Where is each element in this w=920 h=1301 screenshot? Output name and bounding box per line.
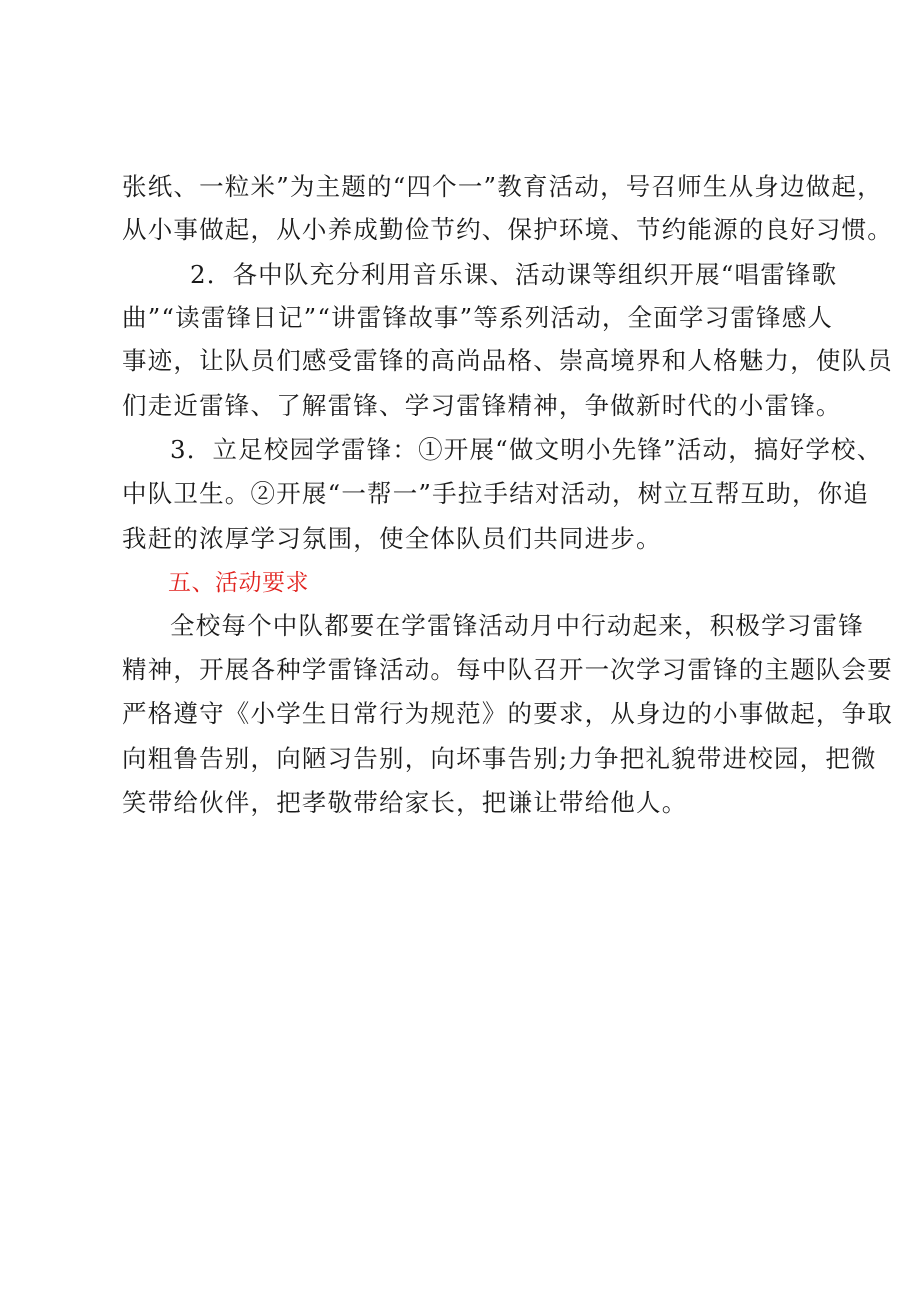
paragraph-line: 向粗鲁告别，向陋习告别，向坏事告别;力争把礼貌带进校园，把微 — [122, 744, 877, 773]
paragraph-line: 中队卫生。②开展“一帮一”手拉手结对活动，树立互帮互助，你追 — [122, 479, 870, 508]
paragraph-line: 笑带给伙伴，把孝敬带给家长，把谦让带给他人。 — [122, 788, 688, 817]
paragraph-line: 全校每个中队都要在学雷锋活动月中行动起来，积极学习雷锋 — [170, 611, 864, 640]
paragraph-line: 3．立足校园学雷锋：①开展“做文明小先锋”活动，搞好学校、 — [170, 435, 883, 464]
paragraph-line: 曲”“读雷锋日记”“讲雷锋故事”等系列活动，全面学习雷锋感人 — [122, 303, 834, 332]
section-heading: 五、活动要求 — [168, 570, 309, 596]
paragraph-line: 精神，开展各种学雷锋活动。每中队召开一次学习雷锋的主题队会要 — [122, 655, 893, 684]
paragraph-line: 事迹，让队员们感受雷锋的高尚品格、崇高境界和人格魅力，使队员 — [122, 346, 893, 375]
paragraph-line: 2．各中队充分利用音乐课、活动课等组织开展“唱雷锋歌 — [190, 260, 838, 289]
paragraph-line: 从小事做起，从小养成勤俭节约、保护环境、节约能源的良好习惯。 — [122, 215, 893, 244]
paragraph-line: 严格遵守《小学生日常行为规范》的要求，从身边的小事做起，争取 — [122, 699, 893, 728]
paragraph-line: 张纸、一粒米”为主题的“四个一”教育活动，号召师生从身边做起， — [122, 172, 883, 201]
paragraph-line: 我赶的浓厚学习氛围，使全体队员们共同进步。 — [122, 524, 662, 553]
paragraph-line: 们走近雷锋、了解雷锋、学习雷锋精神，争做新时代的小雷锋。 — [122, 391, 842, 420]
